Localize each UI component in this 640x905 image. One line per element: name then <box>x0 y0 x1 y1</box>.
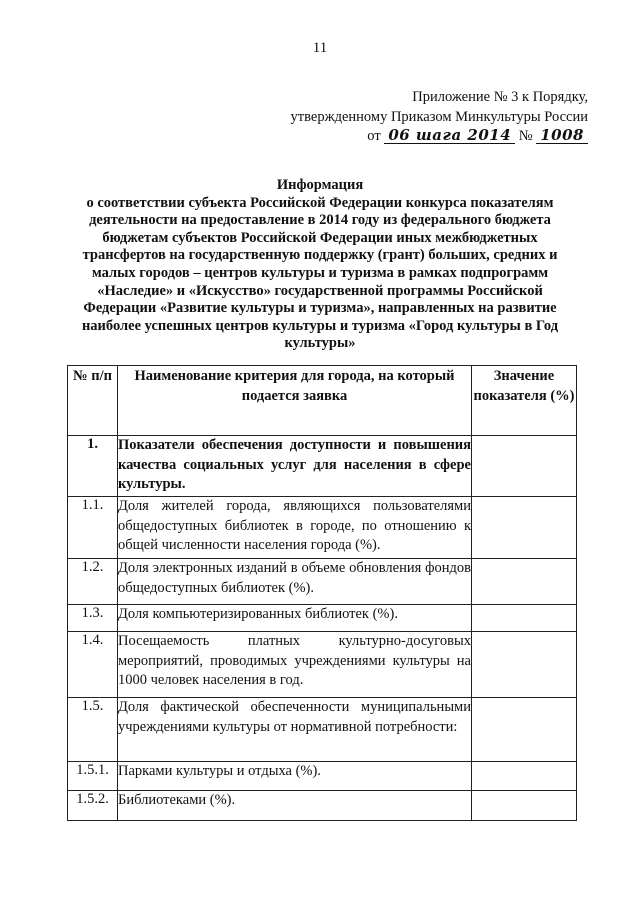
row-value-cell[interactable] <box>472 698 577 762</box>
row-number: 1.5.1. <box>68 762 118 791</box>
document-title: Информация <box>276 177 364 193</box>
row-criterion: Доля жителей города, являющихся пользователями общедоступных библиотек в городе, по отношению к общей численности населения города (%). <box>118 497 472 559</box>
row-number: 1. <box>68 436 118 497</box>
number-prefix: № <box>518 128 533 144</box>
row-criterion: Парками культуры и отдыха (%). <box>118 762 472 791</box>
document-heading <box>80 177 560 353</box>
row-number: 1.3. <box>68 605 118 632</box>
row-value-cell[interactable] <box>472 762 577 791</box>
table-row <box>68 605 577 632</box>
table-row <box>68 436 577 497</box>
row-criterion: Доля компьютеризированных библиотек (%). <box>118 605 472 632</box>
row-number: 1.5.2. <box>68 791 118 821</box>
row-number: 1.1. <box>68 497 118 559</box>
row-criterion: Доля фактической обеспеченности муниципальными учреждениями культуры от нормативной потребности: <box>118 698 472 762</box>
row-criterion: Доля электронных изданий в объеме обновления фондов общедоступных библиотек (%). <box>118 559 472 605</box>
handwritten-number: 1008 <box>536 128 588 144</box>
row-criterion: Посещаемость платных культурно-досуговых мероприятий, проводимых учреждениями культуры на 1000 человек населения в год. <box>118 632 472 698</box>
criteria-table <box>67 365 577 821</box>
row-number: 1.5. <box>68 698 118 762</box>
table-header-row <box>68 366 577 436</box>
row-value-cell[interactable] <box>472 497 577 559</box>
header-criterion-name: Наименование критерия для города, на который подается заявка <box>118 366 472 436</box>
table-row <box>68 791 577 821</box>
row-value-cell[interactable] <box>472 559 577 605</box>
row-value-cell[interactable] <box>472 436 577 497</box>
row-value-cell[interactable] <box>472 632 577 698</box>
row-value-cell[interactable] <box>472 605 577 632</box>
table-row <box>68 698 577 762</box>
handwritten-date: 06 шага 2014 <box>384 128 515 144</box>
appendix-line-1: Приложение № 3 к Порядку, <box>412 89 588 105</box>
row-value-cell[interactable] <box>472 791 577 821</box>
appendix-block <box>291 88 588 147</box>
row-criterion: Показатели обеспечения доступности и повышения качества социальных услуг для населения в сфере культуры. <box>118 436 472 497</box>
row-criterion: Библиотеками (%). <box>118 791 472 821</box>
row-number: 1.2. <box>68 559 118 605</box>
appendix-line-2: утвержденному Приказом Минкультуры России <box>290 108 588 125</box>
date-prefix: от <box>367 128 381 144</box>
header-value: Значение показателя (%) <box>472 366 577 436</box>
table-row <box>68 497 577 559</box>
table-row <box>68 632 577 698</box>
table-row <box>68 762 577 791</box>
row-number: 1.4. <box>68 632 118 698</box>
page-number: 11 <box>312 40 328 56</box>
header-number: № п/п <box>68 366 118 436</box>
table-row <box>68 559 577 605</box>
document-subtitle: о соответствии субъекта Российской Федерации конкурса показателям деятельности на предоставление в 2014 году из федерального бюджета бюджетам субъектов Российской Федерации иных межбюджетных трансфертов на государственную поддержку (грант) больших, средних и малых городов – центров культуры и туризма в рамках подпрограмм «Наследие» и «Искусство» государственной программы Российской Федерации «Развитие культуры и туризма», направленных на развитие наиболее успешных центров культуры и туризма «Город культуры в Год культуры» <box>81 194 559 352</box>
order-date-line <box>291 127 588 147</box>
